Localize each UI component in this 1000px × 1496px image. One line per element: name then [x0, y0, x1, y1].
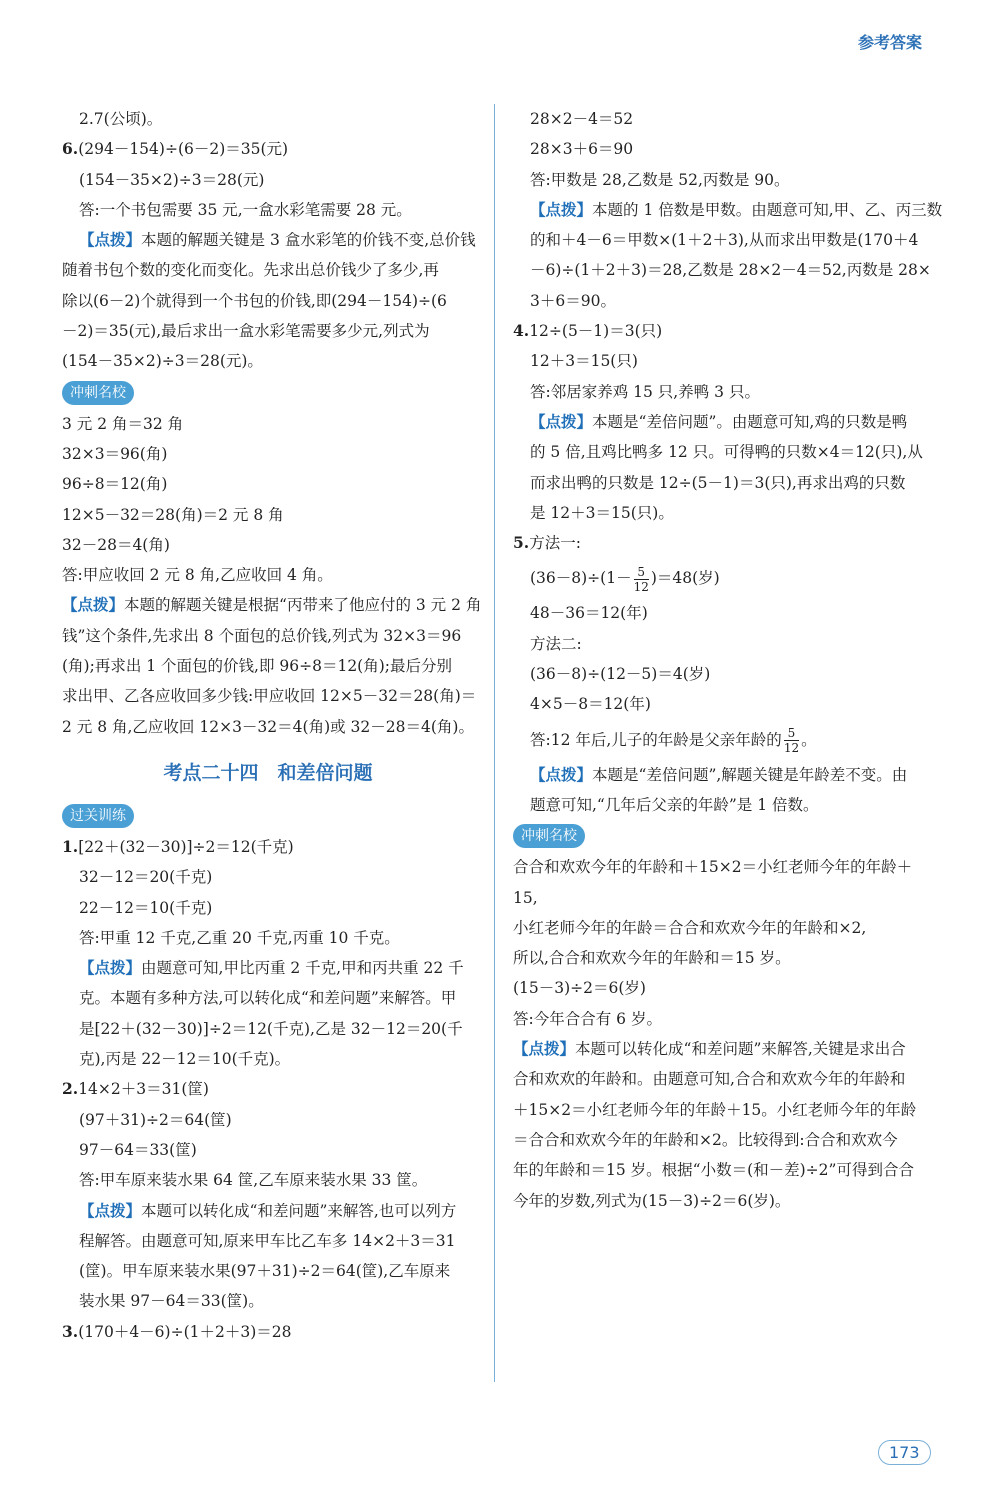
- text-line: 合合和欢欢今年的年龄和＋15×2＝小红老师今年的年龄＋: [513, 858, 913, 877]
- text-line: (36－8)÷(12－5)＝4(岁): [530, 665, 711, 684]
- fraction: [634, 565, 649, 594]
- text-line: 14×2＋3＝31(筐): [78, 1080, 209, 1099]
- text-line: 年的年龄和＝15 岁。根据“小数＝(和－差)÷2”可得到合合: [513, 1161, 914, 1180]
- tip-label: 【点拨】: [530, 199, 593, 219]
- text-line: ＋15×2＝小红老师今年的年龄＋15。小红老师今年的年龄: [513, 1100, 917, 1119]
- tip-label: 【点拨】: [79, 958, 142, 978]
- text-line: 克),丙是 22－12＝10(千克)。: [79, 1050, 291, 1069]
- fraction-denominator: 12: [633, 579, 649, 594]
- question-number: 4.: [513, 321, 530, 341]
- text-line: 程解答。由题意可知,原来甲车比乙车多 14×2＋3＝31: [79, 1231, 456, 1250]
- tip-label: 【点拨】: [62, 595, 125, 615]
- text-line: (15－3)÷2＝6(岁): [513, 979, 646, 998]
- text-line: 本题的解题关键是根据“丙带来了他应付的 3 元 2 角: [124, 596, 482, 615]
- text-line: ＝合合和欢欢今年的年龄和×2。比较得到:合合和欢欢今: [513, 1130, 898, 1149]
- section-badge: 过关训练: [62, 804, 134, 828]
- text-line: (170＋4－6)÷(1＋2＋3)＝28: [78, 1322, 292, 1341]
- text-line: 本题是“差倍问题”。由题意可知,鸡的只数是鸭: [592, 412, 908, 431]
- right-column: [513, 104, 943, 1216]
- text-line: 随着书包个数的变化而变化。先求出总价钱少了多少,再: [62, 261, 439, 280]
- text-line: 合和欢欢的年龄和。由题意可知,合合和欢欢今年的年龄和: [513, 1070, 906, 1089]
- text-line: 所以,合合和欢欢今年的年龄和＝15 岁。: [513, 949, 791, 968]
- tip-label: 【点拨】: [530, 411, 593, 431]
- text-line: 3 元 2 角＝32 角: [62, 414, 184, 433]
- text-line: 12＋3＝15(只): [530, 352, 638, 371]
- fraction-numerator: 5: [784, 726, 799, 741]
- text-line: 22－12＝10(千克): [79, 898, 213, 917]
- question-number: 2.: [62, 1079, 79, 1099]
- text-line: )＝48(岁): [650, 569, 720, 588]
- section-badge: 冲刺名校: [513, 824, 585, 848]
- text-line: 的 5 倍,且鸡比鸭多 12 只。可得鸭的只数×4＝12(只),从: [530, 443, 923, 462]
- text-line: 答:甲应收回 2 元 8 角,乙应收回 4 角。: [62, 566, 333, 585]
- text-line: 。: [801, 730, 817, 749]
- text-line: 32×3＝96(角): [62, 444, 168, 463]
- text-line: 本题是“差倍问题”,解题关键是年龄差不变。由: [592, 765, 908, 784]
- text-line: (154－35×2)÷3＝28(元): [79, 170, 265, 189]
- left-column: [62, 104, 482, 1347]
- section-title: 考点二十四 和差倍问题: [163, 761, 373, 784]
- question-number: 1.: [62, 836, 79, 856]
- text-line: 是[22＋(32－30)]÷2＝12(千克),乙是 32－12＝20(千: [79, 1019, 463, 1038]
- question-number: 5.: [513, 533, 530, 553]
- text-line: 答:12 年后,儿子的年龄是父亲年龄的: [530, 730, 782, 749]
- text-line: 2.7(公顷)。: [79, 110, 163, 128]
- question-number: 3.: [62, 1321, 79, 1341]
- text-line: 15,: [513, 888, 538, 907]
- text-line: －6)÷(1＋2＋3)＝28,乙数是 28×2－4＝52,丙数是 28×: [530, 261, 931, 280]
- text-line: 克。本题有多种方法,可以转化成“和差问题”来解答。甲: [79, 989, 457, 1008]
- text-line: 本题的解题关键是 3 盒水彩笔的价钱不变,总价钱: [141, 231, 476, 250]
- text-line: (36－8)÷(1－: [530, 569, 632, 588]
- tip-label: 【点拨】: [513, 1039, 576, 1059]
- text-line: 今年的岁数,列式为(15－3)÷2＝6(岁)。: [513, 1191, 791, 1210]
- tip-label: 【点拨】: [530, 764, 593, 784]
- text-line: 答:邻居家养鸡 15 只,养鸭 3 只。: [530, 382, 760, 401]
- text-line: (97＋31)÷2＝64(筐): [79, 1110, 232, 1129]
- text-line: 本题可以转化成“和差问题”来解答,关键是求出合: [575, 1040, 906, 1059]
- text-line: 12÷(5－1)＝3(只): [529, 322, 663, 341]
- text-line: 方法二:: [530, 634, 582, 653]
- text-line: 32－28＝4(角): [62, 535, 170, 554]
- text-line: 除以(6－2)个就得到一个书包的价钱,即(294－154)÷(6: [62, 291, 447, 310]
- fraction-numerator: 5: [634, 565, 649, 580]
- section-badge: 冲刺名校: [62, 381, 134, 405]
- question-number: 6.: [62, 139, 79, 159]
- page-header-title: 参考答案: [857, 33, 922, 52]
- text-line: 本题的 1 倍数是甲数。由题意可知,甲、乙、丙三数: [592, 200, 943, 219]
- fraction-denominator: 12: [783, 741, 800, 756]
- text-line: 的和＋4－6＝甲数×(1＋2＋3),从而求出甲数是(170＋4: [530, 231, 919, 250]
- text-line: 题意可知,“几年后父亲的年龄”是 1 倍数。: [530, 795, 819, 814]
- text-line: 装水果 97－64＝33(筐)。: [79, 1292, 264, 1311]
- text-line: 小红老师今年的年龄＝合合和欢欢今年的年龄和×2,: [513, 918, 867, 937]
- text-line: 答:今年合合有 6 岁。: [513, 1009, 662, 1028]
- text-line: 答:一个书包需要 35 元,一盒水彩笔需要 28 元。: [79, 200, 412, 219]
- tip-label: 【点拨】: [79, 230, 142, 250]
- text-line: 答:甲数是 28,乙数是 52,丙数是 90。: [530, 170, 790, 189]
- text-line: (154－35×2)÷3＝28(元)。: [62, 352, 263, 371]
- text-line: 本题可以转化成“和差问题”来解答,也可以列方: [141, 1201, 457, 1220]
- text-line: 答:甲重 12 千克,乙重 20 千克,丙重 10 千克。: [79, 928, 400, 947]
- text-line: 求出甲、乙各应收回多少钱:甲应收回 12×5－32＝28(角)＝: [62, 687, 477, 706]
- text-line: 4×5－8＝12(年): [530, 695, 651, 714]
- text-line: 48－36＝12(年): [530, 604, 648, 623]
- text-line: 方法一:: [529, 534, 581, 553]
- text-line: [22＋(32－30)]÷2＝12(千克): [78, 837, 294, 856]
- text-line: (筐)。甲车原来装水果(97＋31)÷2＝64(筐),乙车原来: [79, 1262, 451, 1281]
- text-line: 96÷8＝12(角): [62, 475, 168, 494]
- text-line: 3＋6＝90。: [530, 291, 616, 310]
- text-line: 答:甲车原来装水果 64 筐,乙车原来装水果 33 筐。: [79, 1171, 428, 1190]
- page-number: 173: [878, 1440, 931, 1465]
- text-line: 2 元 8 角,乙应收回 12×3－32＝4(角)或 32－28＝4(角)。: [62, 717, 474, 736]
- fraction: [784, 726, 799, 755]
- tip-label: 【点拨】: [79, 1200, 142, 1220]
- text-line: 97－64＝33(筐): [79, 1140, 197, 1159]
- text-line: －2)＝35(元),最后求出一盒水彩笔需要多少元,列式为: [62, 322, 430, 341]
- text-line: 由题意可知,甲比丙重 2 千克,甲和丙共重 22 千: [141, 959, 464, 978]
- text-line: 28×3＋6＝90: [530, 140, 634, 159]
- text-line: 是 12＋3＝15(只)。: [530, 503, 674, 522]
- text-line: 28×2－4＝52: [530, 110, 634, 128]
- text-line: (294－154)÷(6－2)＝35(元): [78, 140, 289, 159]
- column-divider: [494, 104, 495, 1382]
- text-line: 12×5－32＝28(角)＝2 元 8 角: [62, 505, 284, 524]
- text-line: (角);再求出 1 个面包的价钱,即 96÷8＝12(角);最后分别: [62, 657, 452, 676]
- text-line: 钱”这个条件,先求出 8 个面包的总价钱,列式为 32×3＝96: [62, 626, 462, 645]
- text-line: 32－12＝20(千克): [79, 868, 213, 887]
- text-line: 而求出鸭的只数是 12÷(5－1)＝3(只),再求出鸡的只数: [530, 473, 906, 492]
